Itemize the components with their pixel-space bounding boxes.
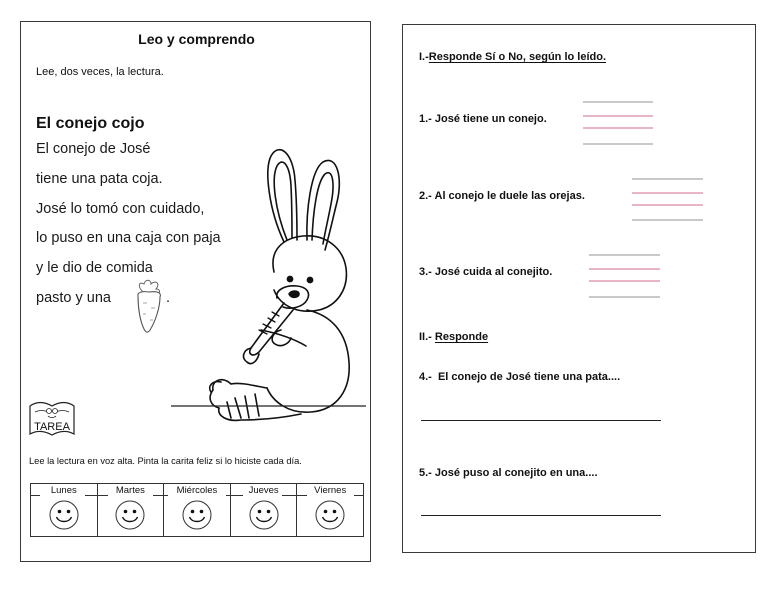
day-cell-lunes[interactable] <box>31 484 98 537</box>
smiley-face-icon[interactable] <box>248 499 280 531</box>
story-line: El conejo de José <box>36 141 151 157</box>
reading-page <box>20 21 371 562</box>
answer-line-5[interactable] <box>421 515 661 516</box>
day-cell-miercoles[interactable] <box>164 484 231 537</box>
question-4: 4.- El conejo de José tiene una pata.... <box>419 371 621 383</box>
day-cell-martes[interactable] <box>97 484 164 537</box>
story-end-punctuation: . <box>166 290 171 306</box>
section-title: Responde Sí o No, según lo leído. <box>428 51 607 63</box>
answer-line-4[interactable] <box>421 420 661 421</box>
smiley-face-icon[interactable] <box>114 499 146 531</box>
smiley-face-icon[interactable] <box>314 499 346 531</box>
day-cell-jueves[interactable] <box>230 484 297 537</box>
section-number: I.- <box>419 51 429 63</box>
section-2-heading <box>419 331 488 343</box>
rabbit-illustration <box>171 140 366 422</box>
reading-instruction: Lee, dos veces, la lectura. <box>36 66 164 78</box>
question-2: 2.- Al conejo le duele las orejas. <box>419 190 585 202</box>
smiley-face-icon[interactable] <box>48 499 80 531</box>
homework-badge-label: TAREA <box>34 421 70 433</box>
question-1: 1.- José tiene un conejo. <box>419 113 547 125</box>
day-cell-viernes[interactable] <box>297 484 364 537</box>
question-3: 3.- José cuida al conejito. <box>419 266 553 278</box>
section-1-heading <box>419 51 606 63</box>
story-line: y le dio de comida <box>36 260 153 276</box>
day-label: Viernes <box>314 485 347 496</box>
day-label: Lunes <box>50 485 77 496</box>
homework-badge-icon <box>27 398 77 438</box>
day-label: Miércoles <box>176 485 218 496</box>
section-number: II.- <box>419 331 432 343</box>
weekly-tracker <box>30 483 364 537</box>
homework-instruction: Lee la lectura en voz alta. Pinta la carita feliz si lo hiciste cada día. <box>29 456 302 466</box>
story-line: lo puso en una caja con paja <box>36 230 221 246</box>
day-label: Martes <box>115 485 145 496</box>
carrot-icon <box>131 278 167 334</box>
day-label: Jueves <box>248 485 279 496</box>
questions-page <box>402 24 756 553</box>
section-title: Responde <box>434 331 489 343</box>
story-line: tiene una pata coja. <box>36 171 163 187</box>
story-line: José lo tomó con cuidado, <box>36 201 205 217</box>
page-title: Leo y comprendo <box>138 31 255 47</box>
question-5: 5.- José puso al conejito en una.... <box>419 467 598 479</box>
story-title: El conejo cojo <box>36 115 145 132</box>
smiley-face-icon[interactable] <box>181 499 213 531</box>
story-line: pasto y una <box>36 290 111 306</box>
